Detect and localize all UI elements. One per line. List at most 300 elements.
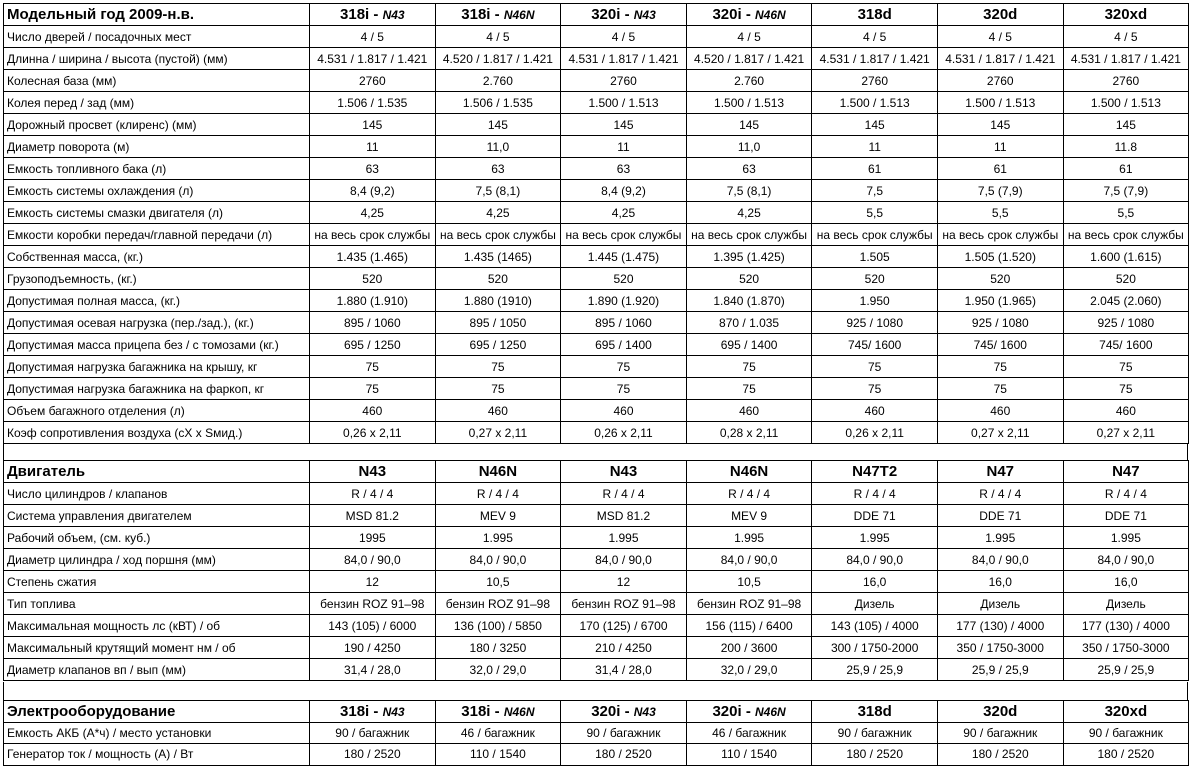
table-cell: 75 <box>686 356 812 378</box>
electrical-table <box>3 700 1189 766</box>
table-cell: 925 / 1080 <box>1063 312 1189 334</box>
column-header <box>310 4 436 26</box>
table-cell: 32,0 / 29,0 <box>435 659 561 681</box>
table-cell: 12 <box>310 571 436 593</box>
table-cell: Дизель <box>1063 593 1189 615</box>
table-cell: 895 / 1060 <box>561 312 687 334</box>
table-cell: 0,27 x 2,11 <box>1063 422 1189 444</box>
table-cell: 0,26 x 2,11 <box>310 422 436 444</box>
table-row <box>4 26 1189 48</box>
model-name: 320d <box>983 702 1018 720</box>
table-cell: 11 <box>561 136 687 158</box>
row-label: Число дверей / посадочных мест <box>4 26 310 48</box>
table-cell: 16,0 <box>1063 571 1189 593</box>
column-header <box>561 701 687 723</box>
table-cell: 75 <box>812 356 938 378</box>
table-cell: 520 <box>937 268 1063 290</box>
table-cell: 10,5 <box>435 571 561 593</box>
table-cell: 156 (115) / 6400 <box>686 615 812 637</box>
table-cell: 1.506 / 1.535 <box>310 92 436 114</box>
table-cell: 25,9 / 25,9 <box>1063 659 1189 681</box>
table-cell: 31,4 / 28,0 <box>310 659 436 681</box>
border-right-gap-2 <box>1187 682 1188 700</box>
table-cell: 180 / 2520 <box>1063 744 1189 766</box>
table-cell: 180 / 3250 <box>435 637 561 659</box>
table-cell: 145 <box>686 114 812 136</box>
table-row <box>4 246 1189 268</box>
table-cell: 4.531 / 1.817 / 1.421 <box>561 48 687 70</box>
engine-code: N46N <box>503 8 535 22</box>
table-cell: 46 / багажник <box>435 722 561 744</box>
table-cell: 745/ 1600 <box>937 334 1063 356</box>
table-cell: 63 <box>561 158 687 180</box>
table-cell: 25,9 / 25,9 <box>937 659 1063 681</box>
table-cell: 460 <box>310 400 436 422</box>
column-header <box>561 461 687 483</box>
table-cell: 695 / 1400 <box>686 334 812 356</box>
table-cell: R / 4 / 4 <box>812 483 938 505</box>
row-label: Степень сжатия <box>4 571 310 593</box>
table-row <box>4 224 1189 246</box>
table-cell: 4.520 / 1.817 / 1.421 <box>686 48 812 70</box>
table-cell: 1.995 <box>812 527 938 549</box>
table-cell: 145 <box>1063 114 1189 136</box>
table-cell: 145 <box>310 114 436 136</box>
table-cell: 145 <box>561 114 687 136</box>
row-label: Емкость топливного бака (л) <box>4 158 310 180</box>
table-cell: 4 / 5 <box>435 26 561 48</box>
table-cell: 63 <box>686 158 812 180</box>
table-cell: 4 / 5 <box>310 26 436 48</box>
engine-code: N43 <box>633 8 656 22</box>
table-cell: 75 <box>1063 378 1189 400</box>
column-header <box>310 461 436 483</box>
table-cell: 1.880 (1.910) <box>310 290 436 312</box>
table-cell: 1.840 (1.870) <box>686 290 812 312</box>
table-cell: 61 <box>937 158 1063 180</box>
table-cell: 4,25 <box>561 202 687 224</box>
table-cell: MEV 9 <box>686 505 812 527</box>
table-cell: 4 / 5 <box>812 26 938 48</box>
table-cell: 11,0 <box>435 136 561 158</box>
column-header <box>812 461 938 483</box>
table-row <box>4 422 1189 444</box>
row-label: Объем багажного отделения (л) <box>4 400 310 422</box>
table-cell: 925 / 1080 <box>812 312 938 334</box>
table-cell: 190 / 4250 <box>310 637 436 659</box>
row-label: Диаметр поворота (м) <box>4 136 310 158</box>
table-cell: 8,4 (9,2) <box>561 180 687 202</box>
table-cell: 63 <box>435 158 561 180</box>
table-cell: на весь срок службы <box>937 224 1063 246</box>
table-cell: бензин ROZ 91–98 <box>310 593 436 615</box>
table-cell: 7,5 (7,9) <box>937 180 1063 202</box>
table-cell: 2760 <box>310 70 436 92</box>
table-cell: 0,26 x 2,11 <box>812 422 938 444</box>
table-cell: 460 <box>937 400 1063 422</box>
header-separator: - <box>369 702 383 720</box>
row-label: Емкость системы охлаждения (л) <box>4 180 310 202</box>
column-header <box>812 701 938 723</box>
table-cell: 745/ 1600 <box>1063 334 1189 356</box>
table-cell: 1.500 / 1.513 <box>812 92 938 114</box>
table-cell: 4 / 5 <box>561 26 687 48</box>
table-cell: 4 / 5 <box>1063 26 1189 48</box>
row-label: Допустимая нагрузка багажника на фаркоп, кг <box>4 378 310 400</box>
table-cell: DDE 71 <box>937 505 1063 527</box>
table-cell: 4 / 5 <box>686 26 812 48</box>
table-cell: DDE 71 <box>812 505 938 527</box>
table-cell: 520 <box>812 268 938 290</box>
table-cell: 1.890 (1.920) <box>561 290 687 312</box>
row-label: Допустимая полная масса, (кг.) <box>4 290 310 312</box>
table-cell: на весь срок службы <box>310 224 436 246</box>
table-cell: 145 <box>435 114 561 136</box>
table-cell: 31,4 / 28,0 <box>561 659 687 681</box>
model-name: N47 <box>1112 463 1140 480</box>
row-label: Рабочий объем, (см. куб.) <box>4 527 310 549</box>
row-label: Тип топлива <box>4 593 310 615</box>
row-label: Диаметр клапанов вп / вып (мм) <box>4 659 310 681</box>
table-cell: 75 <box>561 378 687 400</box>
model-name: 320xd <box>1104 6 1148 23</box>
table-row <box>4 571 1189 593</box>
table-cell: 870 / 1.035 <box>686 312 812 334</box>
row-label: Допустимая нагрузка багажника на крышу, кг <box>4 356 310 378</box>
row-label: Коэф сопротивления воздуха (cX x Sмид.) <box>4 422 310 444</box>
table-cell: 925 / 1080 <box>937 312 1063 334</box>
table-cell: 145 <box>937 114 1063 136</box>
table-row <box>4 158 1189 180</box>
model-name: 318d <box>857 702 892 720</box>
table-cell: 300 / 1750-2000 <box>812 637 938 659</box>
table-row <box>4 290 1189 312</box>
model-name: 320d <box>983 6 1018 23</box>
table-cell: 90 / багажник <box>1063 722 1189 744</box>
table-cell: 1.995 <box>686 527 812 549</box>
table-cell: Дизель <box>937 593 1063 615</box>
table-cell: 61 <box>812 158 938 180</box>
column-header <box>812 4 938 26</box>
table-cell: 75 <box>937 378 1063 400</box>
column-header <box>686 4 812 26</box>
table-cell: 90 / багажник <box>937 722 1063 744</box>
header-separator: - <box>620 702 634 720</box>
table-cell: DDE 71 <box>1063 505 1189 527</box>
table-cell: 695 / 1250 <box>310 334 436 356</box>
model-name: 320i <box>591 6 621 23</box>
table-cell: на весь срок службы <box>435 224 561 246</box>
table-cell: 1.995 <box>435 527 561 549</box>
table-cell: MSD 81.2 <box>310 505 436 527</box>
table-cell: 4,25 <box>310 202 436 224</box>
table-cell: 136 (100) / 5850 <box>435 615 561 637</box>
table-cell: 46 / багажник <box>686 722 812 744</box>
table-cell: 5,5 <box>1063 202 1189 224</box>
table-cell: 2.045 (2.060) <box>1063 290 1189 312</box>
border-left-gap-2 <box>3 682 4 700</box>
column-header <box>686 701 812 723</box>
model-name: N47T2 <box>852 463 898 480</box>
table-cell: 145 <box>812 114 938 136</box>
table-cell: 75 <box>812 378 938 400</box>
section-title: Модельный год 2009-н.в. <box>4 4 310 26</box>
table-row <box>4 505 1189 527</box>
table-cell: 84,0 / 90,0 <box>435 549 561 571</box>
table-cell: 695 / 1250 <box>435 334 561 356</box>
table-cell: 1.435 (1.465) <box>310 246 436 268</box>
table-cell: 460 <box>435 400 561 422</box>
table-cell: 2.760 <box>686 70 812 92</box>
model-name: 318i <box>461 6 491 23</box>
model-name: N47 <box>986 463 1015 480</box>
engine-code: N46N <box>503 704 535 719</box>
column-header <box>310 701 436 723</box>
table-cell: 11 <box>812 136 938 158</box>
table-cell: 1995 <box>310 527 436 549</box>
table-cell: MSD 81.2 <box>561 505 687 527</box>
row-label: Максимальный крутящий момент нм / об <box>4 637 310 659</box>
column-header <box>561 4 687 26</box>
table-cell: 1.505 <box>812 246 938 268</box>
table-cell: 1.880 (1910) <box>435 290 561 312</box>
engine-code: N43 <box>382 704 405 719</box>
table-cell: 11,0 <box>686 136 812 158</box>
table-cell: 460 <box>1063 400 1189 422</box>
table-cell: 895 / 1060 <box>310 312 436 334</box>
table-cell: 1.950 (1.965) <box>937 290 1063 312</box>
column-header <box>1063 701 1189 723</box>
table-cell: 1.500 / 1.513 <box>686 92 812 114</box>
row-label: Колея перед / зад (мм) <box>4 92 310 114</box>
table-cell: 170 (125) / 6700 <box>561 615 687 637</box>
column-header <box>937 701 1063 723</box>
table-cell: R / 4 / 4 <box>310 483 436 505</box>
row-label: Колесная база (мм) <box>4 70 310 92</box>
table-cell: 2760 <box>812 70 938 92</box>
engine-code: N46N <box>755 704 786 719</box>
table-cell: 200 / 3600 <box>686 637 812 659</box>
table-cell: Дизель <box>812 593 938 615</box>
table-cell: 895 / 1050 <box>435 312 561 334</box>
table-cell: 520 <box>435 268 561 290</box>
model-name: 318d <box>857 6 892 23</box>
table-cell: 84,0 / 90,0 <box>812 549 938 571</box>
table-row <box>4 268 1189 290</box>
model-name: 318i <box>461 702 491 720</box>
table-cell: 745/ 1600 <box>812 334 938 356</box>
table-cell: 11 <box>937 136 1063 158</box>
model-name: 320i <box>712 702 742 720</box>
table-cell: 75 <box>561 356 687 378</box>
dimensions-table <box>3 3 1189 444</box>
table-cell: 7,5 (8,1) <box>435 180 561 202</box>
model-name: 318i <box>340 702 370 720</box>
table-row <box>4 744 1189 766</box>
table-cell: 90 / багажник <box>310 722 436 744</box>
table-cell: на весь срок службы <box>812 224 938 246</box>
table-cell: 16,0 <box>937 571 1063 593</box>
table-row <box>4 400 1189 422</box>
table-cell: 63 <box>310 158 436 180</box>
table-row <box>4 593 1189 615</box>
model-name: N46N <box>478 463 518 480</box>
table-cell: 177 (130) / 4000 <box>1063 615 1189 637</box>
table-cell: 1.500 / 1.513 <box>937 92 1063 114</box>
table-cell: 460 <box>686 400 812 422</box>
table-cell: 2760 <box>937 70 1063 92</box>
table-row <box>4 334 1189 356</box>
table-cell: 5,5 <box>812 202 938 224</box>
table-cell: 4.531 / 1.817 / 1.421 <box>812 48 938 70</box>
header-separator: - <box>490 702 504 720</box>
column-header <box>435 461 561 483</box>
table-cell: 32,0 / 29,0 <box>686 659 812 681</box>
table-cell: бензин ROZ 91–98 <box>686 593 812 615</box>
table-cell: 75 <box>435 378 561 400</box>
table-cell: на весь срок службы <box>1063 224 1189 246</box>
column-header <box>686 461 812 483</box>
engine-table <box>3 460 1189 681</box>
row-label: Допустимая масса прицепа без / с томозами (кг.) <box>4 334 310 356</box>
table-cell: бензин ROZ 91–98 <box>561 593 687 615</box>
table-cell: 1.500 / 1.513 <box>561 92 687 114</box>
table-cell: 1.950 <box>812 290 938 312</box>
table-cell: 12 <box>561 571 687 593</box>
table-cell: 11.8 <box>1063 136 1189 158</box>
table-cell: R / 4 / 4 <box>686 483 812 505</box>
table-row <box>4 202 1189 224</box>
header-separator: - <box>741 702 755 720</box>
table-cell: 460 <box>561 400 687 422</box>
header-separator: - <box>490 6 504 23</box>
table-cell: 4.520 / 1.817 / 1.421 <box>435 48 561 70</box>
table-cell: 0,28 x 2,11 <box>686 422 812 444</box>
header-row <box>4 701 1189 723</box>
table-cell: 1.995 <box>561 527 687 549</box>
table-cell: 4,25 <box>686 202 812 224</box>
header-separator: - <box>369 6 383 23</box>
row-label: Грузоподъемность, (кг.) <box>4 268 310 290</box>
table-cell: 1.500 / 1.513 <box>1063 92 1189 114</box>
row-label: Емкость АКБ (А*ч) / место установки <box>4 722 310 744</box>
column-header <box>1063 461 1189 483</box>
table-cell: 180 / 2520 <box>310 744 436 766</box>
table-cell: 61 <box>1063 158 1189 180</box>
table-cell: 84,0 / 90,0 <box>1063 549 1189 571</box>
table-cell: MEV 9 <box>435 505 561 527</box>
table-row <box>4 615 1189 637</box>
table-row <box>4 549 1189 571</box>
table-cell: 350 / 1750-3000 <box>937 637 1063 659</box>
table-cell: на весь срок службы <box>686 224 812 246</box>
table-cell: 2760 <box>1063 70 1189 92</box>
table-cell: 1.435 (1465) <box>435 246 561 268</box>
header-separator: - <box>620 6 634 23</box>
border-left-gap-1 <box>3 444 4 460</box>
table-cell: 143 (105) / 6000 <box>310 615 436 637</box>
table-cell: 210 / 4250 <box>561 637 687 659</box>
model-name: N43 <box>609 463 638 480</box>
row-label: Максимальная мощность лс (кВТ) / об <box>4 615 310 637</box>
table-cell: 75 <box>686 378 812 400</box>
table-cell: 0,26 x 2,11 <box>561 422 687 444</box>
model-name: 318i <box>340 6 370 23</box>
table-row <box>4 136 1189 158</box>
model-name: 320i <box>591 702 621 720</box>
section-title: Электрооборудование <box>4 701 310 723</box>
table-cell: 5,5 <box>937 202 1063 224</box>
table-cell: 143 (105) / 4000 <box>812 615 938 637</box>
table-cell: 520 <box>561 268 687 290</box>
table-cell: 520 <box>310 268 436 290</box>
table-cell: 11 <box>310 136 436 158</box>
model-name: N46N <box>729 463 769 480</box>
table-cell: бензин ROZ 91–98 <box>435 593 561 615</box>
table-row <box>4 114 1189 136</box>
column-header <box>937 4 1063 26</box>
row-label: Емкости коробки передач/главной передачи (л) <box>4 224 310 246</box>
row-label: Длинна / ширина / высота (пустой) (мм) <box>4 48 310 70</box>
table-cell: 7,5 (8,1) <box>686 180 812 202</box>
table-cell: 4.531 / 1.817 / 1.421 <box>1063 48 1189 70</box>
table-cell: 84,0 / 90,0 <box>310 549 436 571</box>
table-cell: 177 (130) / 4000 <box>937 615 1063 637</box>
row-label: Емкость системы смазки двигателя (л) <box>4 202 310 224</box>
table-row <box>4 527 1189 549</box>
table-row <box>4 378 1189 400</box>
table-cell: 4.531 / 1.817 / 1.421 <box>937 48 1063 70</box>
table-cell: 350 / 1750-3000 <box>1063 637 1189 659</box>
engine-code: N46N <box>755 8 786 22</box>
row-label: Дорожный просвет (клиренс) (мм) <box>4 114 310 136</box>
table-cell: 180 / 2520 <box>937 744 1063 766</box>
table-cell: 75 <box>1063 356 1189 378</box>
row-label: Генератор ток / мощность (А) / Вт <box>4 744 310 766</box>
table-cell: 90 / багажник <box>561 722 687 744</box>
table-row <box>4 637 1189 659</box>
table-cell: 1.995 <box>1063 527 1189 549</box>
border-right-gap-1 <box>1187 444 1188 460</box>
row-label: Диаметр цилиндра / ход поршня (мм) <box>4 549 310 571</box>
row-label: Собственная масса, (кг.) <box>4 246 310 268</box>
table-cell: 1.995 <box>937 527 1063 549</box>
table-cell: 75 <box>310 356 436 378</box>
engine-code: N43 <box>382 8 405 22</box>
table-cell: 1.395 (1.425) <box>686 246 812 268</box>
table-cell: R / 4 / 4 <box>435 483 561 505</box>
table-cell: 84,0 / 90,0 <box>937 549 1063 571</box>
header-separator: - <box>741 6 755 23</box>
table-cell: 180 / 2520 <box>561 744 687 766</box>
table-cell: 75 <box>937 356 1063 378</box>
table-row <box>4 180 1189 202</box>
table-cell: 1.600 (1.615) <box>1063 246 1189 268</box>
table-row <box>4 659 1189 681</box>
section-title: Двигатель <box>4 461 310 483</box>
table-cell: 7,5 (7,9) <box>1063 180 1189 202</box>
table-cell: 110 / 1540 <box>435 744 561 766</box>
column-header <box>1063 4 1189 26</box>
row-label: Допустимая осевая нагрузка (пер./зад.), (кг.) <box>4 312 310 334</box>
header-row <box>4 4 1189 26</box>
table-cell: 2.760 <box>435 70 561 92</box>
table-cell: 695 / 1400 <box>561 334 687 356</box>
row-label: Система управления двигателем <box>4 505 310 527</box>
table-cell: 1.505 (1.520) <box>937 246 1063 268</box>
column-header <box>435 701 561 723</box>
table-cell: 520 <box>1063 268 1189 290</box>
